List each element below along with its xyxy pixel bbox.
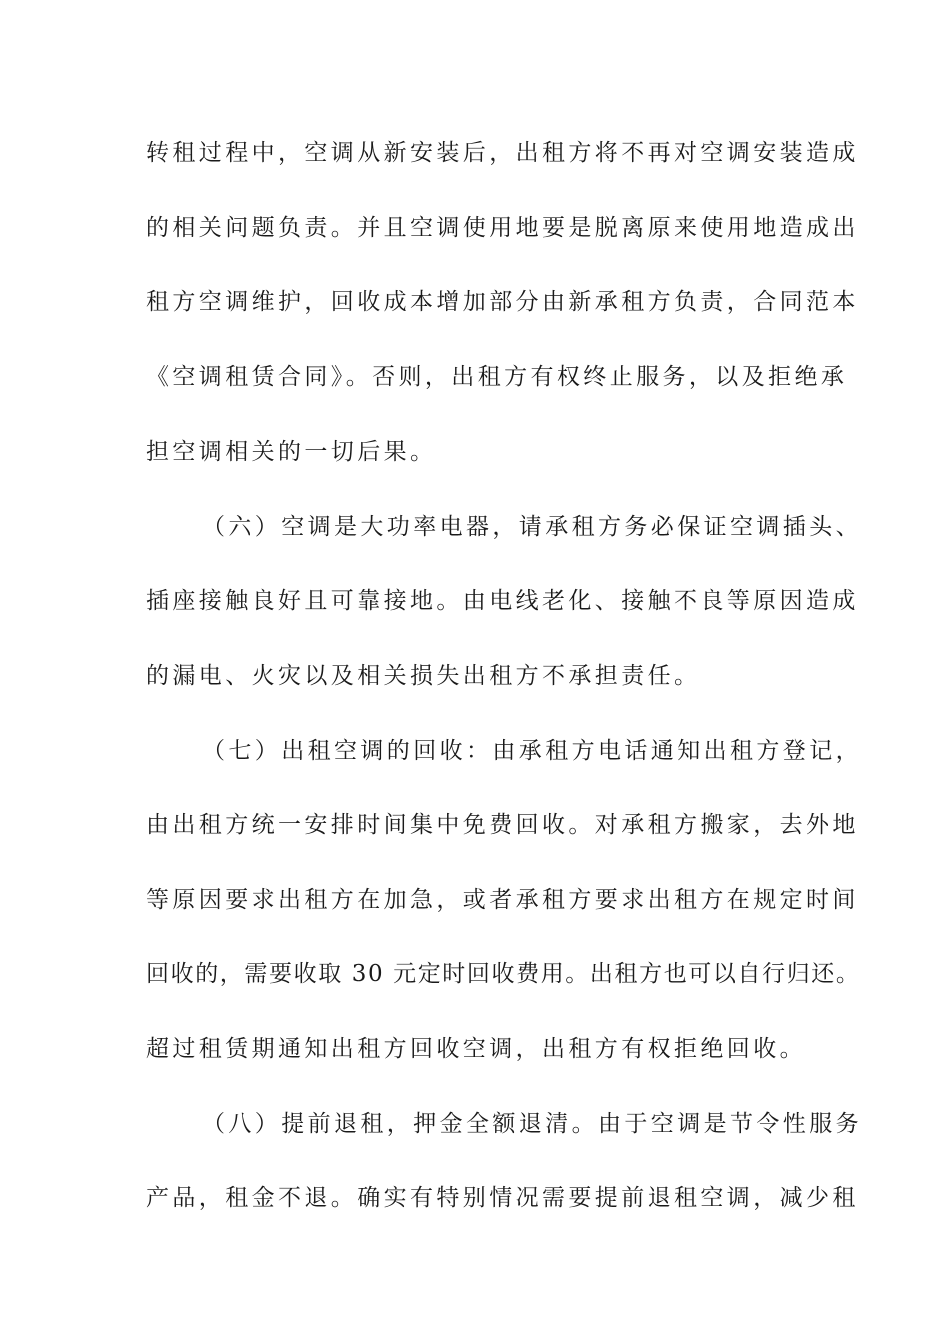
body-text-line: 产品，租金不退。确实有特别情况需要提前退租空调，减少租 <box>146 1185 859 1211</box>
paragraph-seven-start: （七）出租空调的回收：由承租方电话通知出租方登记， <box>202 738 862 764</box>
body-text-line: 转租过程中，空调从新安装后，出租方将不再对空调安装造成 <box>146 140 859 166</box>
paragraph-six-start: （六）空调是大功率电器，请承租方务必保证空调插头、 <box>202 514 862 540</box>
body-text-line: 租方空调维护，回收成本增加部分由新承租方负责，合同范本 <box>146 289 859 315</box>
body-text-line: 《空调租赁合同》。否则，出租方有权终止服务，以及拒绝承 <box>146 364 848 390</box>
body-text-line: 的漏电、火灾以及相关损失出租方不承担责任。 <box>146 663 701 689</box>
body-text-line: 超过租赁期通知出租方回收空调，出租方有权拒绝回收。 <box>146 1036 806 1062</box>
body-text-line: 的相关问题负责。并且空调使用地要是脱离原来使用地造成出 <box>146 215 859 241</box>
body-text-line: 插座接触良好且可靠接地。由电线老化、接触不良等原因造成 <box>146 588 859 614</box>
body-text-line: 回收的，需要收取 30 元定时回收费用。出租方也可以自行归还。 <box>146 961 861 987</box>
paragraph-eight-start: （八）提前退租，押金全额退清。由于空调是节令性服务 <box>202 1111 862 1137</box>
body-text-line: 担空调相关的一切后果。 <box>146 439 437 465</box>
body-text-line: 由出租方统一安排时间集中免费回收。对承租方搬家，去外地 <box>146 812 859 838</box>
body-text-line: 等原因要求出租方在加急，或者承租方要求出租方在规定时间 <box>146 887 859 913</box>
